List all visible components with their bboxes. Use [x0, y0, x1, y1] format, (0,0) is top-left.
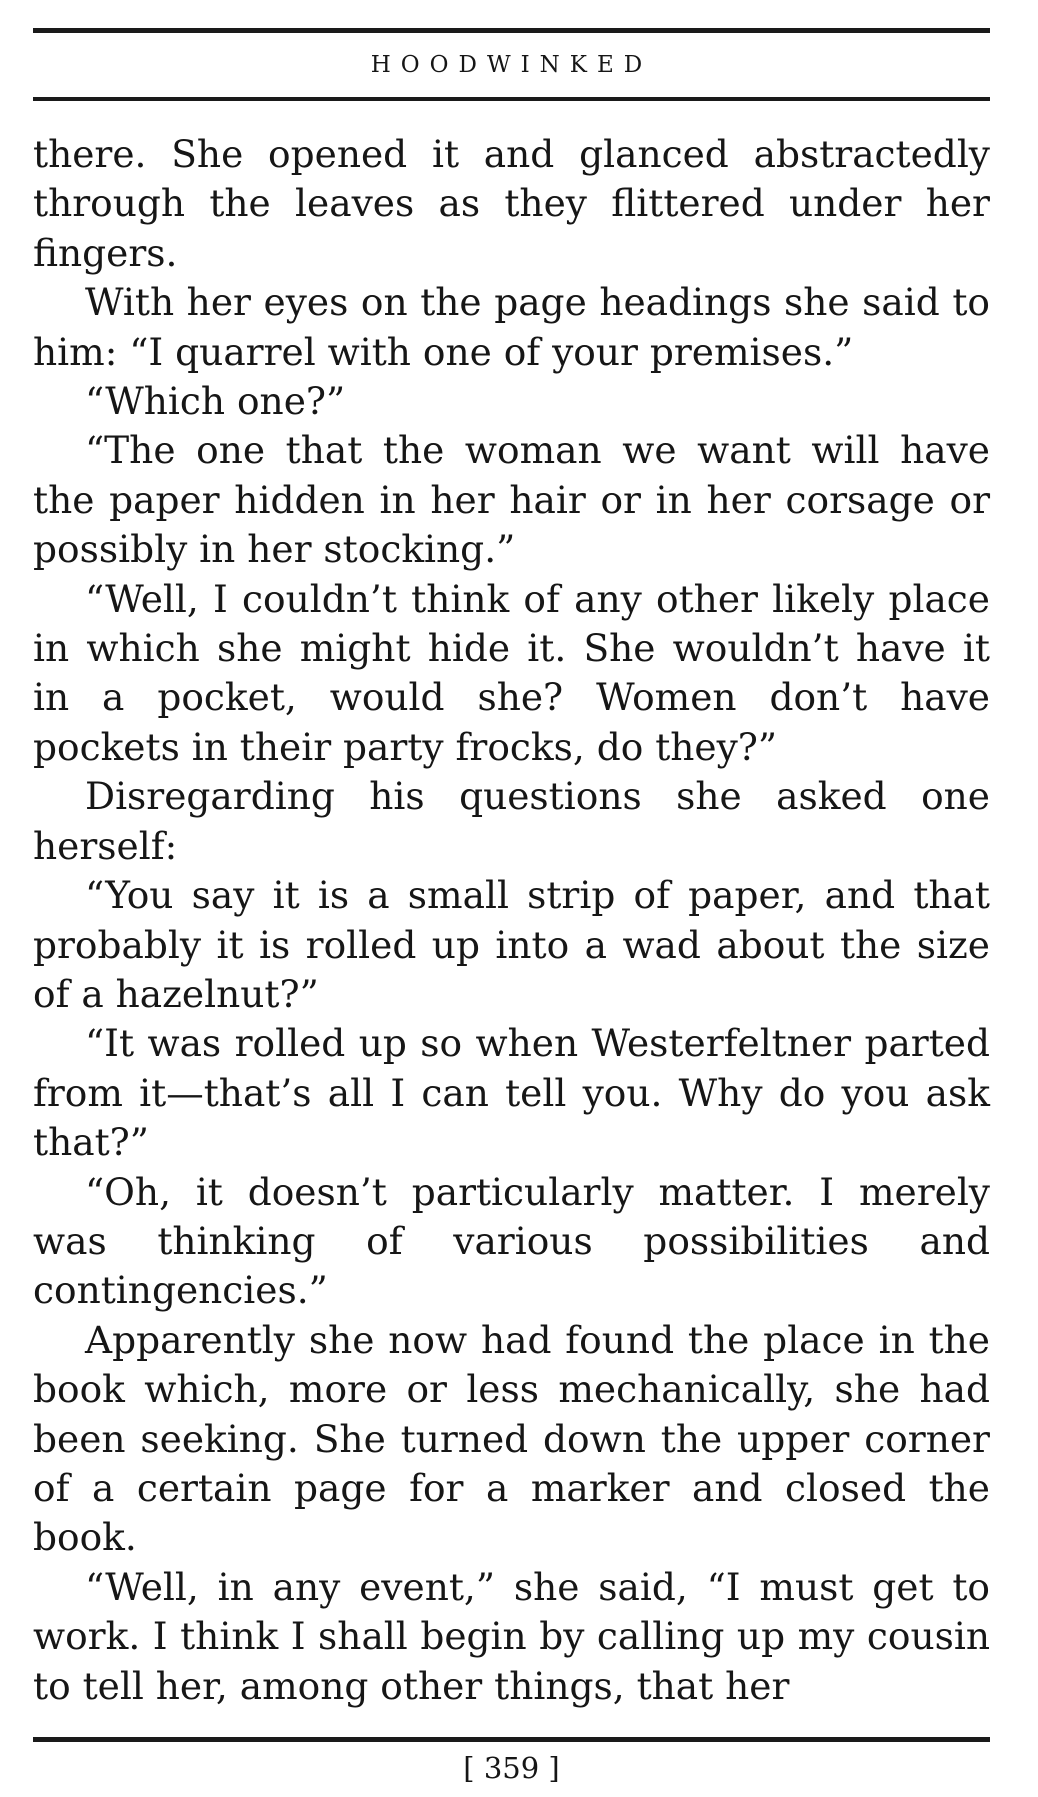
paragraph: Disregarding his questions she asked one herself: — [33, 774, 990, 868]
paragraph: With her eyes on the page headings she said to him: “I quarrel with one of your premises.” — [33, 280, 990, 374]
body-text — [33, 130, 990, 1711]
header-rule-top — [33, 28, 990, 33]
paragraph: “Well, I couldn’t think of any other likely place in which she might hide it. She wouldn’t have it in a pocket, would she? Women don’t have pockets in their party frocks, do they?” — [33, 576, 990, 769]
paragraph: “It was rolled up so when Westerfeltner parted from it—that’s all I can tell you. Why do you ask that?” — [33, 1021, 990, 1165]
page-number: [ 359 ] — [463, 1751, 560, 1785]
paragraph: “You say it is a small strip of paper, and that probably it is rolled up into a wad about the size of a hazelnut?” — [33, 873, 990, 1016]
footer-rule — [33, 1737, 990, 1742]
book-page — [33, 0, 990, 1797]
header-rule-bottom — [33, 97, 990, 101]
paragraph: there. She opened it and glanced abstractedly through the leaves as they flittered under her fingers. — [33, 132, 990, 275]
paragraph: “Oh, it doesn’t particularly matter. I merely was thinking of various possibilities and contingencies.” — [33, 1169, 990, 1313]
paragraph: “The one that the woman we want will have the paper hidden in her hair or in her corsage or possibly in her stocking.” — [33, 428, 990, 572]
paragraph: “Which one?” — [85, 379, 346, 424]
paragraph: Apparently she now had found the place in the book which, more or less mechanically, she had been seeking. She turned down the upper corner of a certain page for a marker and closed the book. — [33, 1317, 990, 1560]
paragraph: “Well, in any event,” she said, “I must get to work. I think I shall begin by calling up my cousin to tell her, among other things, that her — [33, 1564, 990, 1708]
running-head: HOODWINKED — [370, 52, 653, 78]
